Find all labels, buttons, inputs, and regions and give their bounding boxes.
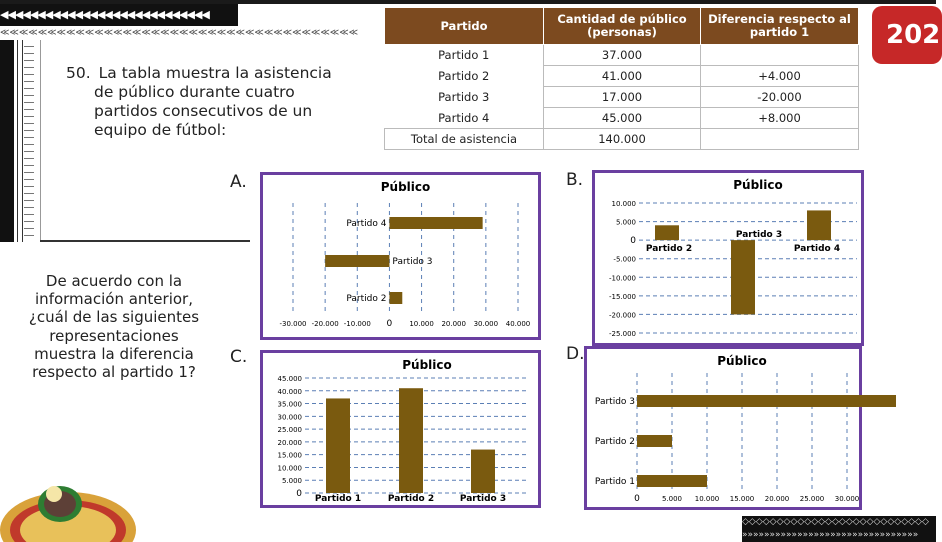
bar: [325, 255, 389, 267]
table-cell: 17.000: [544, 87, 701, 108]
category-label: Partido 3: [735, 230, 783, 241]
bar: [399, 388, 423, 493]
chart-b-svg: [595, 173, 861, 343]
bar: [471, 450, 495, 493]
category-label: Partido 4: [793, 244, 841, 255]
table-header-row: [385, 8, 859, 45]
column-header: Cantidad de público (personas): [544, 8, 701, 45]
tick-label: -20.000: [311, 320, 339, 328]
option-d-label[interactable]: D.: [566, 344, 585, 364]
table-cell: Partido 4: [385, 108, 544, 129]
question-line: partidos consecutivos de un: [94, 102, 313, 120]
tick-label: -15.000: [608, 292, 636, 301]
tick-label: -5.000: [613, 255, 636, 264]
tick-label: 5.000: [615, 218, 636, 227]
tick-label: 20.000: [441, 320, 466, 328]
category-label: Partido 3: [459, 494, 507, 504]
tick-label: 10.000: [409, 320, 434, 328]
prompt-line: representaciones: [49, 326, 179, 345]
category-label: Partido 1: [314, 494, 362, 504]
prompt-line: información anterior,: [35, 290, 193, 309]
table-cell: Partido 3: [385, 87, 544, 108]
table-total-row: [385, 129, 859, 150]
table-cell: Total de asistencia: [385, 129, 544, 150]
table-cell: 140.000: [544, 129, 701, 150]
category-label: Partido 1: [594, 477, 635, 487]
sombrero-illustration: [10, 464, 130, 542]
tick-label: 10.000: [694, 495, 720, 503]
question-line: La tabla muestra la asistencia: [98, 64, 332, 82]
tick-label: 45.000: [277, 375, 302, 383]
option-d-chart[interactable]: [584, 346, 862, 510]
tick-label: -30.000: [279, 320, 307, 328]
category-label: Partido 2: [645, 244, 693, 255]
tick-label: 20.000: [764, 495, 790, 503]
tick-label: 5.000: [281, 477, 302, 486]
tick-label: 40.000: [277, 387, 302, 396]
question-line: equipo de fútbol:: [94, 121, 227, 139]
option-c-chart[interactable]: [260, 350, 541, 508]
bar: [326, 398, 350, 493]
tick-label: -20.000: [608, 311, 636, 320]
bar: [637, 475, 707, 487]
tick-label: -10.000: [608, 274, 636, 283]
tick-label: 5.000: [661, 495, 683, 503]
option-a-label[interactable]: A.: [230, 172, 247, 192]
prompt-line: respecto al partido 1?: [32, 363, 196, 382]
decorative-arrow-band: ◀◀◀◀◀◀◀◀◀◀◀◀◀◀◀◀◀◀◀◀◀◀◀◀◀◀◀◀: [0, 4, 238, 26]
table-cell: -20.000: [701, 87, 859, 108]
table-cell: +4.000: [701, 66, 859, 87]
tick-label: 35.000: [277, 400, 302, 409]
tick-label: -25.000: [608, 330, 636, 338]
tick-label: 30.000: [277, 413, 302, 422]
tick-label: 10.000: [277, 464, 302, 473]
chart-title: Público: [402, 358, 452, 372]
category-label: Partido 2: [594, 437, 635, 447]
category-label: Partido 3: [594, 397, 635, 407]
attendance-table: [384, 7, 859, 150]
tick-label: 0: [386, 319, 393, 329]
question-prompt: [8, 272, 220, 381]
option-b-chart[interactable]: [592, 170, 864, 346]
chart-d-svg: [587, 349, 859, 507]
chart-a-svg: [263, 175, 538, 337]
category-label: Partido 2: [346, 294, 387, 304]
table-cell: +8.000: [701, 108, 859, 129]
page-number-badge: 202: [872, 6, 942, 64]
table-cell: [701, 45, 859, 66]
tick-label: 20.000: [277, 438, 302, 447]
chart-c-svg: [263, 353, 538, 505]
divider: [40, 240, 250, 242]
table-row: [385, 45, 859, 66]
table-cell: 45.000: [544, 108, 701, 129]
column-header: Diferencia respecto al partido 1: [701, 8, 859, 45]
tick-label: 0: [296, 489, 302, 499]
column-header: Partido: [385, 8, 544, 45]
question-number: 50.: [66, 64, 91, 82]
tick-label: 25.000: [799, 495, 825, 503]
bar: [637, 435, 672, 447]
option-b-label[interactable]: B.: [566, 170, 584, 190]
bar: [655, 225, 679, 240]
table-row: [385, 108, 859, 129]
prompt-line: De acuerdo con la: [45, 272, 183, 290]
table-row: [385, 66, 859, 87]
question-text: [66, 64, 346, 140]
prompt-line: muestra la diferencia: [34, 344, 194, 363]
decorative-zigzag-band: ≪≪≪≪≪≪≪≪≪≪≪≪≪≪≪≪≪≪≪≪≪≪≪≪≪≪≪≪≪≪≪≪≪≪≪≪≪≪: [0, 28, 359, 38]
tick-label: 15.000: [277, 451, 302, 460]
chart-title: Público: [717, 354, 767, 368]
option-c-label[interactable]: C.: [230, 347, 248, 367]
chart-title: Público: [380, 180, 431, 194]
table-cell: Partido 1: [385, 45, 544, 66]
tick-label: 30.000: [834, 495, 860, 503]
tick-label: 30.000: [473, 320, 499, 328]
chart-title: Público: [733, 178, 783, 192]
bar: [807, 210, 831, 240]
bar: [637, 395, 896, 407]
table-cell: 37.000: [544, 45, 701, 66]
table-row: [385, 87, 859, 108]
bar: [731, 240, 755, 314]
category-label: Partido 4: [346, 219, 387, 229]
tick-label: 0: [634, 494, 640, 504]
category-label: Partido 3: [392, 257, 433, 267]
table-cell: 41.000: [544, 66, 701, 87]
prompt-line: ¿cuál de las siguientes: [28, 308, 200, 327]
category-label: Partido 2: [387, 494, 435, 504]
option-a-chart[interactable]: [260, 172, 541, 340]
tick-label: 0: [630, 236, 636, 247]
table-cell: Partido 2: [385, 66, 544, 87]
tick-label: 40.000: [505, 320, 531, 328]
table-cell: [701, 129, 859, 150]
bar: [389, 292, 402, 304]
tick-label: 15.000: [729, 495, 755, 503]
bar: [389, 217, 482, 229]
decorative-bottom-band: ◇◇◇◇◇◇◇◇◇◇◇◇◇◇◇◇◇◇◇◇◇◇◇◇◇◇◇ »»»»»»»»»»»»»»»»»»»»»»»»»»»»»»»»: [742, 516, 936, 542]
decorative-side-band: [0, 40, 41, 242]
tick-label: -10.000: [343, 320, 371, 328]
tick-label: 10.000: [611, 200, 636, 208]
question-line: de público durante cuatro: [94, 83, 295, 101]
tick-label: 25.000: [277, 426, 302, 435]
